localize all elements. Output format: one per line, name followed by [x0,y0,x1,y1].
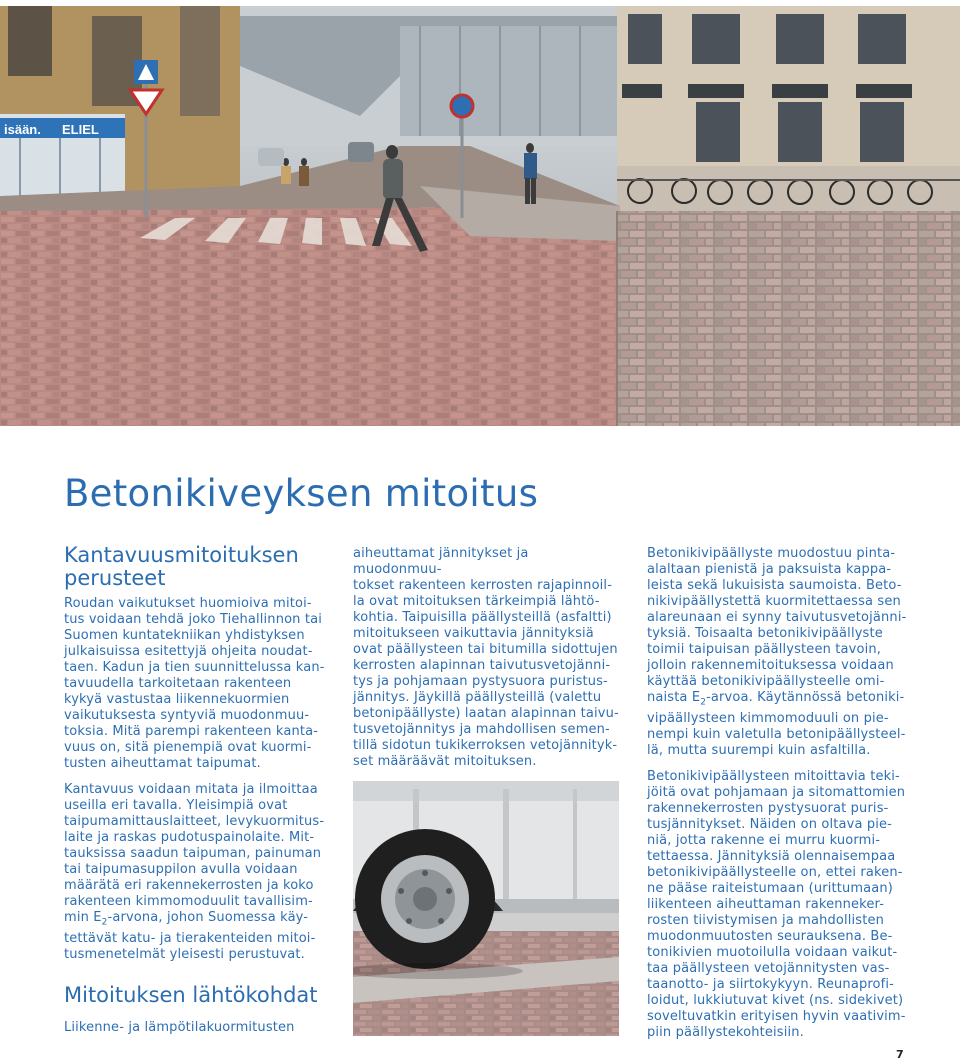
paragraph-col3-2: Betonikivipäällysteen mitoittavia teki- jöitä ovat pohjamaan ja sitomattomien rakennekerrosten pystysuorat puris- tusjännitykset. Näiden on oltava pie- niä, jotta rakenne ei murru kuormi- tettaessa. Jännityksiä olennaisempaa betonikivipäällysteelle on, ettei raken- ne pääse raiteistumaan (urittumaan) liikenteen aiheuttaman rakenneker- rosten tiivistymisen ja mahdollisten muodonmuutosten seurauksena. Be- tonikivien muotoilulla voidaan vaikut- taa päällysteen vetojännitysten vas- taanotto- ja siirtokykyyn. Reunaprofi- loidut, lukkiutuvat kivet (ns. sidekivet) soveltuvatkin erityisen hyvin vaativim- piin päällystekohteisiin. [647,768,906,1040]
bus-wheel-photo [353,781,619,1036]
subscript-2: 2 [700,697,707,708]
paragraph-col1-2-post: -arvona, johon Suomessa käy- tettävät katu- ja tierakenteiden mitoi- tusmenetelmät yleisesti perustuvat. [64,910,316,962]
subscript-2: 2 [101,917,108,928]
street-photo [0,6,960,426]
paragraph-col3-1 [647,546,915,759]
page-number: 7 [896,1048,904,1061]
page-title: Betonikiveyksen mitoitus [64,472,539,515]
paragraph-col1-3: Liikenne- ja lämpötilakuormitusten [64,1020,295,1035]
column-1 [64,543,340,1035]
shop-sign-left: isään. [4,122,41,137]
column-3 [647,546,915,1051]
paragraph-col1-2-pre: Kantavuus voidaan mitata ja ilmoittaa useilla eri tavalla. Yleisimpiä ovat taipumamittauslaitteet, levykuormitus- laite ja raskas pudotuspainolaite. Mit- tauksissa saadun taipuman, painuman tai taipumasuppilon avulla voidaan määrätä eri rakennekerrosten ja koko rakenteen kimmomoduulit tavallisim- min E [64,782,325,925]
section-heading-mitoituksen-lahtokohdat: Mitoituksen lähtökohdat [64,983,318,1007]
paragraph-col1-1: Roudan vaikutukset huomioiva mitoi- tus voidaan tehdä joko Tiehallinnon tai Suomen kuntatekniikan yhdistyksen julkaisuissa esitettyjä ohjeita noudat- taen. Kadun ja tien suunnittelussa kan- tavuudella tarkoitetaan rakenteen kykyä vastustaa liikennekuormien vaikutuksesta syntyviä muodonmuu- toksia. Mitä parempi rakenteen kanta- vuus on, sitä pienempiä ovat kuormi- tusten aiheuttamat taipumat. [64,596,325,771]
section-heading-kantavuusmitoitus: Kantavuusmitoituksen perusteet [64,543,299,590]
shop-sign-right: ELIEL [62,122,99,137]
paragraph-col3-1-post: -arvoa. Käytännössä betoniki- vipäällysteen kimmomoduuli on pie- nempi kuin valetulla betonipäällysteel- lä, mutta suurempi kuin asfaltilla. [647,690,906,758]
paragraph-col2-1: aiheuttamat jännitykset ja muodonmuu- tokset rakenteen kerrosten rajapinnoil- la ovat mitoituksen tärkeimpiä lähtö- kohtia. Taipuisilla päällysteillä (asfaltti) mitoitukseen vaikuttavia jännityksiä ovat päällysteen tai bitumilla sidottujen kerrosten alapinnan taivutusvetojänni- tys ja pohjamaan pystysuora puristus- jännitys. Jäykillä päällysteillä (valettu betonipäällyste) laatan alapinnan taivu- tusvetojännitys ja mahdollisen semen- tillä sidotun tukikerroksen vetojännityk- set määräävät mitoituksen. [353,546,619,769]
paragraph-col1-2 [64,782,340,963]
column-2 [353,546,621,780]
paragraph-col3-1-pre: Betonikivipäällyste muodostuu pinta- alaltaan pienistä ja paksuista kappa- leista sekä lukuisista saumoista. Beto- nikivipäällystettä kuormitettaessa sen alareunaan ei synny taivutusvetojänni- tyksiä. Toisaalta betonikivipäällyste toimii taipuisan päällysteen tavoin, jolloin rakennemitoituksessa voidaan käyttää betonikivipäällysteelle omi- naista E [647,546,907,705]
